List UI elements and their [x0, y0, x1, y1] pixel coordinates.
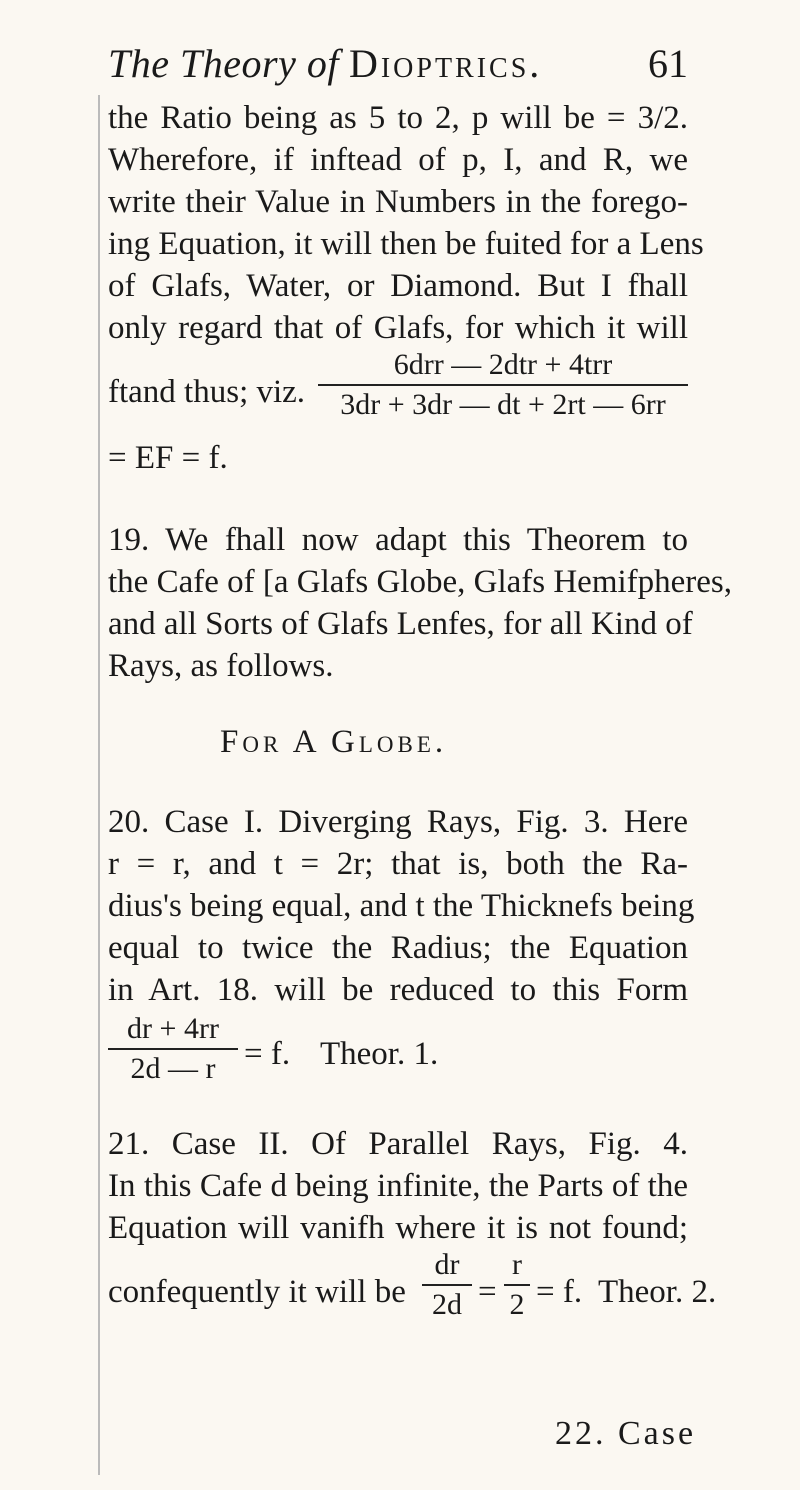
- text-line: write their Value in Numbers in the forego-: [108, 184, 688, 220]
- equation-lead: ftand thus; viz.: [108, 374, 306, 410]
- fraction-denominator: 2: [509, 1288, 525, 1321]
- fraction-denominator: 3dr + 3dr — dt + 2rt — 6rr: [340, 388, 666, 421]
- page-number: 61: [648, 41, 688, 86]
- text-line: Equation will vanifh where it is not found;: [108, 1210, 688, 1246]
- theorem-2-fraction-a: [422, 1248, 472, 1322]
- text-line: 19. We fhall now adapt this Theorem to: [108, 522, 688, 558]
- fraction-numerator: dr + 4rr: [127, 1012, 219, 1045]
- equation-result: = EF = f.: [108, 440, 228, 476]
- text-line: 21. Case II. Of Parallel Rays, Fig. 4.: [108, 1126, 688, 1162]
- text-line: Rays, as follows.: [108, 648, 334, 684]
- fraction-bar: [318, 384, 688, 386]
- equals-sign: =: [478, 1274, 497, 1310]
- fraction-bar: [108, 1048, 238, 1050]
- text-line: in Art. 18. will be reduced to this Form: [108, 972, 688, 1008]
- equation-result: = f.: [244, 1036, 291, 1072]
- theorem-label: Theor. 1.: [320, 1036, 439, 1072]
- equation-fraction: [318, 348, 688, 422]
- equation-lead: confequently it will be: [108, 1274, 406, 1310]
- text-line: the Ratio being as 5 to 2, p will be = 3/2.: [108, 100, 688, 136]
- equation-result: = f.: [536, 1274, 583, 1310]
- fraction-numerator: dr: [434, 1248, 460, 1281]
- header-title: The Theory of: [108, 41, 339, 86]
- text-line: ing Equation, it will then be fuited for a Lens: [108, 226, 704, 262]
- text-line: of Glafs, Water, or Diamond. But I fhall: [108, 268, 688, 304]
- page-edge-rule: [98, 95, 100, 1475]
- fraction-denominator: 2d — r: [130, 1052, 216, 1085]
- text-line: the Cafe of [a Glafs Globe, Glafs Hemifpheres,: [108, 564, 733, 600]
- text-line: 20. Case I. Diverging Rays, Fig. 3. Here: [108, 804, 688, 840]
- catchword: 22. Case: [555, 1415, 697, 1452]
- running-header: [108, 40, 688, 87]
- fraction-numerator: 6drr — 2dtr + 4trr: [393, 348, 613, 381]
- text-line: and all Sorts of Glafs Lenfes, for all Kind of: [108, 606, 693, 642]
- fraction-numerator: r: [512, 1248, 522, 1281]
- text-line: equal to twice the Radius; the Equation: [108, 930, 688, 966]
- theorem-1-fraction: [108, 1012, 238, 1086]
- text-line: In this Cafe d being infinite, the Parts of the: [108, 1168, 688, 1204]
- text-line: dius's being equal, and t the Thicknefs being: [108, 888, 695, 924]
- fraction-denominator: 2d: [432, 1288, 462, 1321]
- header-subject: Dioptrics.: [348, 41, 543, 86]
- text-line: Wherefore, if inftead of p, I, and R, we: [108, 142, 688, 178]
- fraction-bar: [422, 1284, 472, 1286]
- theorem-2-fraction-b: [504, 1248, 530, 1322]
- text-line: only regard that of Glafs, for which it will: [108, 310, 688, 346]
- fraction-bar: [504, 1284, 530, 1286]
- section-heading: For A Globe.: [220, 724, 448, 760]
- text-line: r = r, and t = 2r; that is, both the Ra-: [108, 846, 688, 882]
- theorem-label: Theor. 2.: [598, 1274, 717, 1310]
